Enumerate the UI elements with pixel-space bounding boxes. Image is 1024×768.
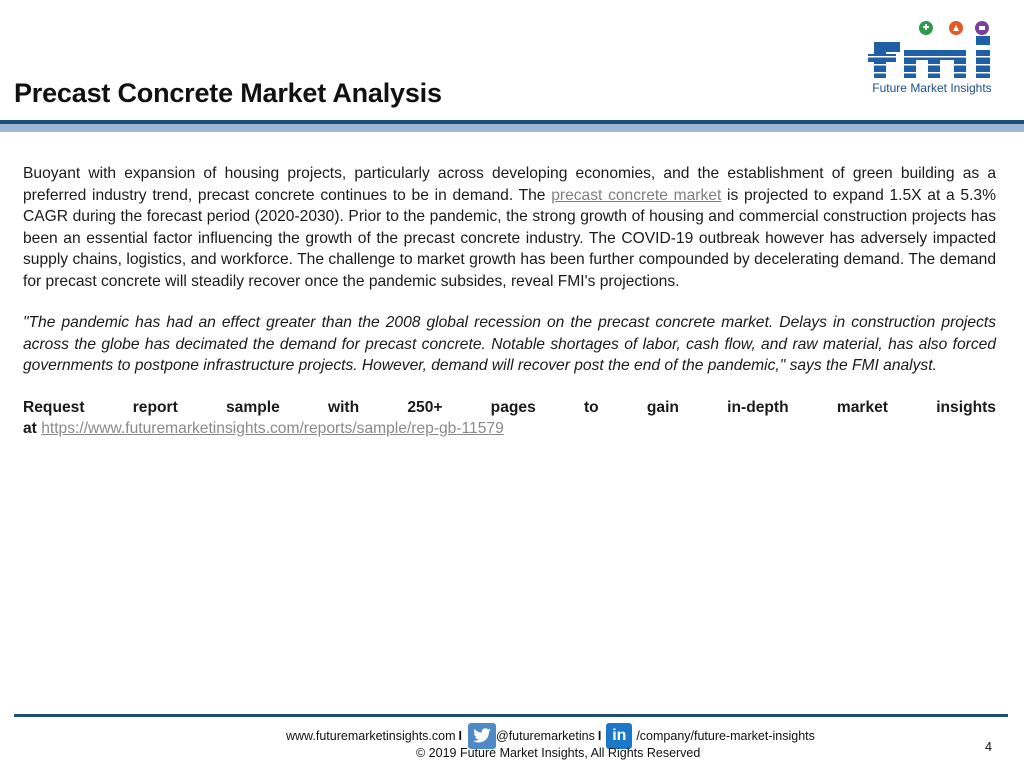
- fmi-logo[interactable]: [864, 18, 1004, 100]
- request-word: report: [132, 398, 178, 416]
- footer-separator: I: [597, 729, 602, 743]
- request-word: 250+: [407, 398, 443, 416]
- linkedin-path[interactable]: /company/future-market-insights: [636, 729, 815, 743]
- precast-concrete-market-link[interactable]: precast concrete market: [551, 186, 722, 204]
- logo-tagline: Future Market Insights: [872, 81, 992, 95]
- intro-text-end: is projected to expand 1.5X at a 5.3% CAGR during the forecast period (2020-2030). Prior to the pandemic, the strong growth of housing and commercial construction projects has been an essential factor influencing the growth of the precast concrete industry. The COVID-19 outbreak however has adversely impacted supply chains, logistics, and workforce. The challenge to market growth has been further compounded by decelerating demand. The demand for precast concrete will steadily recover once the pandemic subsides, reveal FMI's projections.: [23, 186, 996, 290]
- request-word: market: [836, 398, 888, 416]
- header-divider-shadow: [0, 124, 1024, 132]
- footer-separator: I: [458, 729, 462, 743]
- linkedin-icon[interactable]: in: [606, 723, 632, 749]
- request-word: pages: [490, 398, 536, 416]
- request-word: with: [327, 398, 360, 416]
- sample-request-link[interactable]: https://www.futuremarketinsights.com/reports/sample/rep-gb-11579: [41, 420, 504, 437]
- request-word: gain: [646, 398, 679, 416]
- request-word: sample: [226, 398, 280, 416]
- request-word: Request: [23, 398, 85, 416]
- request-word: in-depth: [727, 398, 789, 416]
- sample-request-line: [23, 397, 996, 419]
- request-word: to: [583, 398, 599, 416]
- analyst-quote: "The pandemic has had an effect greater than the 2008 global recession on the precast concrete market. Delays in construction projects across the globe has decimated the demand for precast concrete. Notable shortages of labor, cash flow, and raw material, has also forced governments to postpone infrastructure projects. However, demand will recover post the end of the pandemic," says the FMI analyst.: [23, 314, 996, 374]
- sample-request-link-line: [23, 418, 996, 440]
- website-link[interactable]: www.futuremarketinsights.com: [286, 729, 456, 743]
- twitter-handle[interactable]: @futuremarketins: [496, 729, 595, 743]
- sample-request: [23, 397, 996, 440]
- request-word: insights: [936, 398, 996, 416]
- copyright: © 2019 Future Market Insights, All Rights Reserved: [416, 746, 701, 760]
- request-at: at: [23, 420, 37, 437]
- intro-text-start: Buoyant with expansion of housing projects, particularly across developing economies, and the establishment of green building as a preferred industry trend, precast concrete continues to be in demand. The: [23, 165, 996, 204]
- logo-letters: [868, 34, 1002, 80]
- page-title: Precast Concrete Market Analysis: [14, 78, 442, 108]
- intro-paragraph: [23, 163, 996, 292]
- page-number: 4: [985, 740, 992, 754]
- footer-divider: [14, 714, 1008, 717]
- main-content: [23, 163, 996, 440]
